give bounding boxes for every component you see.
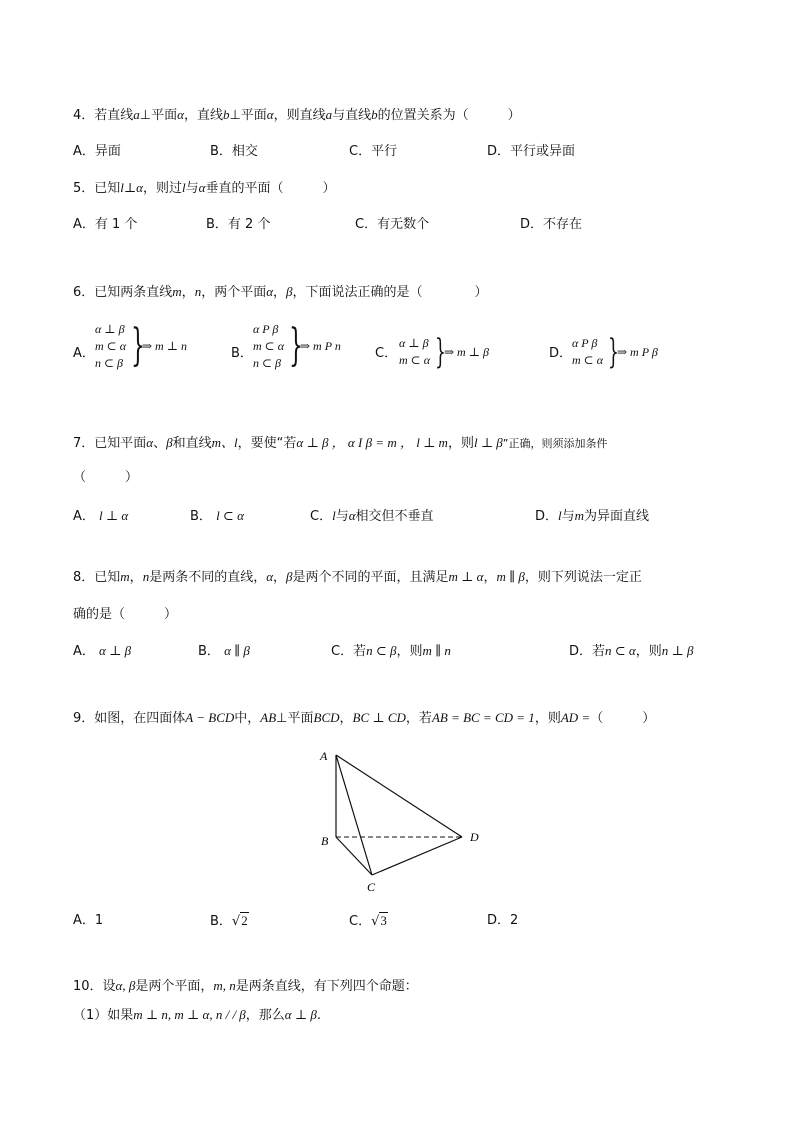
right-brace-icon: } [289,320,303,371]
q4-option-c: C．平行 [349,144,398,159]
vertex-c-label: C [367,880,376,894]
q4-option-d: D．平行或异面 [487,144,576,159]
q6-option-d-system: α P β m ⊂ α } ⇒ m P β [572,332,658,372]
edge-ad [336,755,462,837]
edge-cd [372,837,462,875]
sqrt-icon: √2 [231,913,248,929]
q7-option-c: C．l与α相交但不垂直 [310,508,434,524]
q6-stem: 6．已知两条直线m，n，两个平面α，β，下面说法正确的是（ ） [73,284,488,300]
right-brace-icon: } [608,332,619,372]
q7-option-a: A． l ⊥ α [73,508,129,524]
q10-proposition-1: （1）如果m ⊥ n, m ⊥ α, n / / β，那么α ⊥ β. [73,1007,321,1023]
q4-option-b: B．相交 [210,144,258,159]
edge-ac [336,755,372,875]
right-brace-icon: } [131,320,145,371]
q6-option-a-label: A． [73,346,95,361]
q6-option-d-label: D． [549,346,573,361]
q5-option-a: A．有 1 个 [73,217,138,232]
right-brace-icon: } [435,332,446,372]
q10-stem: 10．设α, β是两个平面，m, n是两条直线，有下列四个命题： [73,978,418,994]
q8-option-c: C．若n ⊂ β，则m ∥ n [331,643,451,659]
q6-option-c-system: α ⊥ β m ⊂ α } ⇒ m ⊥ β [399,332,489,372]
q8-stem: 8．已知m，n是两条不同的直线，α，β是两个不同的平面，且满足m ⊥ α，m ∥ β，则下列说法一定正 [73,569,642,585]
q4-option-a: A．异面 [73,144,121,159]
vertex-b-label: B [321,834,329,848]
q8-option-a: A． α ⊥ β [73,643,132,659]
q9-option-d: D．2 [487,913,519,928]
q6-option-a-system: α ⊥ β m ⊂ α n ⊂ β } ⇒ m ⊥ n [95,320,188,371]
q9-stem: 9．如图，在四面体A − BCD中，AB⊥平面BCD，BC ⊥ CD，若AB = BC = CD = 1，则AD =（ ） [73,710,656,726]
q8-option-b: B． α ∥ β [198,643,250,659]
q9-option-b: B．√2 [210,913,248,929]
q6-option-b-label: B． [231,346,253,361]
q6-option-b-system: α P β m ⊂ α n ⊂ β } ⇒ m P n [253,320,341,371]
sqrt-icon: √3 [371,913,387,929]
q5-stem: 5．已知l⊥α，则过l与α垂直的平面（ ） [73,180,336,196]
q7-paren: （ ） [73,470,139,485]
q8-option-d: D．若n ⊂ α，则n ⊥ β [569,643,694,659]
q7-option-b: B． l ⊂ α [190,508,244,524]
tetrahedron-figure [310,745,490,895]
q5-option-d: D．不存在 [520,217,583,232]
q9-option-a: A．1 [73,913,104,928]
q5-option-b: B．有 2 个 [206,217,271,232]
q5-option-c: C．有无数个 [355,217,430,232]
q9-option-c: C．√3 [349,913,387,929]
q4-stem: 4．若直线a⊥平面α，直线b⊥平面α，则直线a与直线b的位置关系为（ ） [73,107,521,123]
q7-option-d: D．l与m为异面直线 [535,508,650,524]
q6-option-c-label: C． [375,346,398,361]
vertex-a-label: A [320,749,328,763]
q8-stem-line2: 确的是（ ） [73,607,178,622]
vertex-d-label: D [470,830,479,844]
q7-stem: 7．已知平面α、β和直线m、l，要使“若α ⊥ β ， α I β = m ， l ⊥ m，则l ⊥ β”正确，则须添加条件 [73,435,608,451]
